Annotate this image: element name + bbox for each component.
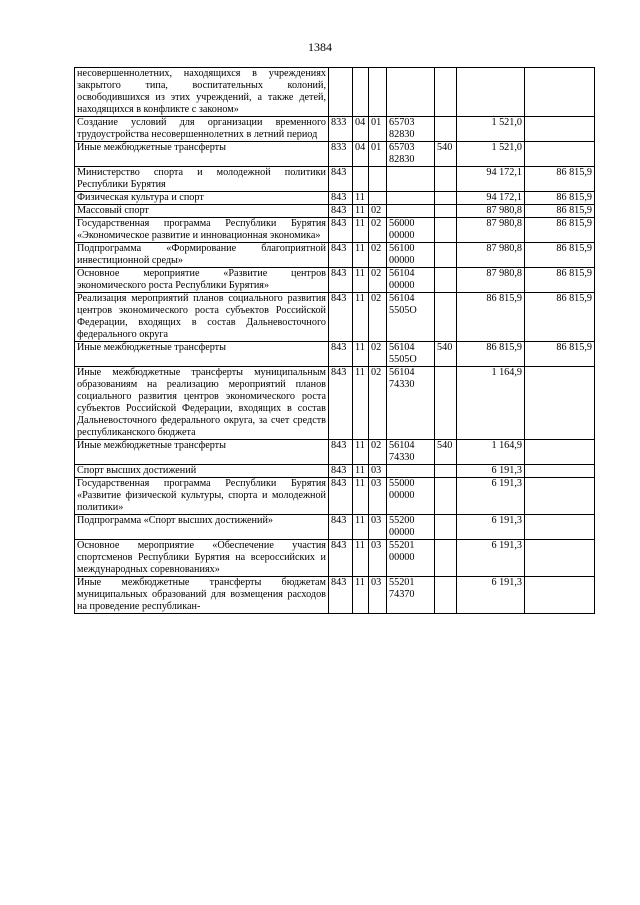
section-code-cell: 11 <box>353 478 369 515</box>
expense-type-cell: 540 <box>435 142 457 167</box>
section-code-cell: 04 <box>353 142 369 167</box>
amount-cell: 87 980,8 <box>457 205 525 218</box>
target-article-cell <box>387 68 435 117</box>
target-article-cell <box>387 142 435 167</box>
row-name-cell: Спорт высших достижений <box>75 465 329 478</box>
amount-cell: 94 172,1 <box>457 192 525 205</box>
ministry-code-cell: 843 <box>329 478 353 515</box>
amount-cell: 87 980,8 <box>457 243 525 268</box>
ministry-code-cell: 833 <box>329 117 353 142</box>
amount-cell: 1 521,0 <box>457 117 525 142</box>
expense-type-cell <box>435 243 457 268</box>
row-name-cell: Иные межбюджетные трансферты <box>75 142 329 167</box>
expense-type-cell <box>435 205 457 218</box>
target-article-cell <box>387 268 435 293</box>
ministry-code-cell: 843 <box>329 192 353 205</box>
target-article-cell <box>387 465 435 478</box>
subsection-code-cell: 03 <box>369 465 387 478</box>
expense-type-cell <box>435 577 457 614</box>
row-name-cell: Реализация мероприятий планов социального развития центров экономического роста субъектов Российской Федерации, входящих в состав Дальневосточного федерального округа <box>75 293 329 342</box>
section-code-cell: 11 <box>353 268 369 293</box>
table-row <box>75 465 595 478</box>
amount-cell: 87 980,8 <box>457 218 525 243</box>
row-name-cell: Физическая культура и спорт <box>75 192 329 205</box>
amount-cell: 6 191,3 <box>457 577 525 614</box>
ministry-code-cell: 833 <box>329 142 353 167</box>
ministry-code-cell: 843 <box>329 205 353 218</box>
row-name-cell: Министерство спорта и молодежной политики Республики Бурятия <box>75 167 329 192</box>
amount-federal-cell: 86 815,9 <box>525 167 595 192</box>
ministry-code-cell: 843 <box>329 293 353 342</box>
section-code-cell: 11 <box>353 243 369 268</box>
subsection-code-cell: 02 <box>369 243 387 268</box>
target-article-text: 5520174370 <box>389 577 415 600</box>
target-article-cell <box>387 440 435 465</box>
ministry-code-cell: 843 <box>329 167 353 192</box>
target-article-text: 5520100000 <box>389 540 415 563</box>
subsection-code-cell: 02 <box>369 218 387 243</box>
amount-cell: 1 164,9 <box>457 367 525 440</box>
target-article-text: 6570382830 <box>389 142 415 165</box>
expense-type-cell <box>435 515 457 540</box>
target-article-cell <box>387 243 435 268</box>
subsection-code-cell: 01 <box>369 117 387 142</box>
subsection-code-cell: 02 <box>369 293 387 342</box>
subsection-code-cell: 02 <box>369 205 387 218</box>
row-name-cell: Государственная программа Республики Бурятия «Экономическое развитие и инновационная экономика» <box>75 218 329 243</box>
table-row <box>75 205 595 218</box>
target-article-cell <box>387 167 435 192</box>
section-code-cell: 11 <box>353 515 369 540</box>
expense-type-cell <box>435 218 457 243</box>
amount-federal-cell: 86 815,9 <box>525 218 595 243</box>
target-article-text: 5610474330 <box>389 367 415 390</box>
target-article-text: 5520000000 <box>389 515 415 538</box>
subsection-code-cell: 03 <box>369 540 387 577</box>
amount-federal-cell <box>525 577 595 614</box>
expense-type-cell <box>435 367 457 440</box>
ministry-code-cell: 843 <box>329 367 353 440</box>
section-code-cell <box>353 167 369 192</box>
amount-cell: 6 191,3 <box>457 478 525 515</box>
expense-type-cell <box>435 540 457 577</box>
expense-type-cell <box>435 478 457 515</box>
subsection-code-cell <box>369 192 387 205</box>
section-code-cell: 11 <box>353 293 369 342</box>
table-row <box>75 192 595 205</box>
table-row <box>75 293 595 342</box>
target-article-text: 561045505О <box>389 342 417 365</box>
table-row <box>75 68 595 117</box>
row-name-cell: Основное мероприятие «Обеспечение участия спортсменов Республики Бурятия на всероссийских и международных соревнованиях» <box>75 540 329 577</box>
amount-federal-cell <box>525 117 595 142</box>
row-name-cell: Государственная программа Республики Бурятия «Развитие физической культуры, спорта и молодежной политики» <box>75 478 329 515</box>
table-row <box>75 367 595 440</box>
amount-cell: 6 191,3 <box>457 540 525 577</box>
ministry-code-cell: 843 <box>329 577 353 614</box>
target-article-cell <box>387 515 435 540</box>
amount-cell: 86 815,9 <box>457 342 525 367</box>
target-article-cell <box>387 478 435 515</box>
target-article-text: 5610400000 <box>389 268 415 291</box>
amount-cell: 1 164,9 <box>457 440 525 465</box>
amount-federal-cell <box>525 367 595 440</box>
amount-cell: 87 980,8 <box>457 268 525 293</box>
row-name-cell: Иные межбюджетные трансферты бюджетам муниципальных образований для возмещения расходов на проведение республикан- <box>75 577 329 614</box>
table-row <box>75 268 595 293</box>
amount-federal-cell <box>525 478 595 515</box>
ministry-code-cell: 843 <box>329 440 353 465</box>
subsection-code-cell: 03 <box>369 515 387 540</box>
ministry-code-cell: 843 <box>329 515 353 540</box>
target-article-text: 5500000000 <box>389 478 415 501</box>
section-code-cell: 11 <box>353 218 369 243</box>
section-code-cell: 11 <box>353 205 369 218</box>
section-code-cell: 11 <box>353 540 369 577</box>
target-article-cell <box>387 577 435 614</box>
expense-type-cell <box>435 68 457 117</box>
subsection-code-cell: 02 <box>369 268 387 293</box>
target-article-text: 6570382830 <box>389 117 415 140</box>
expense-type-cell: 540 <box>435 440 457 465</box>
amount-federal-cell: 86 815,9 <box>525 268 595 293</box>
amount-federal-cell: 86 815,9 <box>525 342 595 367</box>
table-row <box>75 440 595 465</box>
target-article-text: 5610000000 <box>389 243 415 266</box>
target-article-cell <box>387 218 435 243</box>
amount-federal-cell <box>525 68 595 117</box>
expense-type-cell <box>435 293 457 342</box>
subsection-code-cell: 01 <box>369 142 387 167</box>
amount-cell <box>457 68 525 117</box>
row-name-cell: Иные межбюджетные трансферты <box>75 342 329 367</box>
row-name-cell: Подпрограмма «Формирование благоприятной инвестиционной среды» <box>75 243 329 268</box>
subsection-code-cell <box>369 68 387 117</box>
row-name-cell: Иные межбюджетные трансферты муниципальным образованиям на реализацию мероприятий планов социального развития центров экономического роста субъектов Российской Федерации, входящих в состав Дальневосточного федерального округа, за счет средств республиканского бюджета <box>75 367 329 440</box>
target-article-cell <box>387 205 435 218</box>
ministry-code-cell: 843 <box>329 218 353 243</box>
table-row <box>75 478 595 515</box>
amount-federal-cell: 86 815,9 <box>525 205 595 218</box>
table-row <box>75 342 595 367</box>
amount-federal-cell <box>525 142 595 167</box>
row-name-cell: Создание условий для организации временного трудоустройства несовершеннолетних в летний период <box>75 117 329 142</box>
target-article-text: 5610474330 <box>389 440 415 463</box>
table-row <box>75 142 595 167</box>
page-number: 1384 <box>308 40 332 54</box>
amount-cell: 6 191,3 <box>457 515 525 540</box>
subsection-code-cell: 03 <box>369 577 387 614</box>
expense-type-cell <box>435 167 457 192</box>
section-code-cell: 11 <box>353 367 369 440</box>
expense-type-cell <box>435 192 457 205</box>
table-body <box>75 68 595 614</box>
target-article-text: 561045505О <box>389 293 417 316</box>
amount-cell: 86 815,9 <box>457 293 525 342</box>
amount-federal-cell <box>525 540 595 577</box>
row-name-cell: Массовый спорт <box>75 205 329 218</box>
row-name-cell: Иные межбюджетные трансферты <box>75 440 329 465</box>
target-article-cell <box>387 342 435 367</box>
table-row <box>75 243 595 268</box>
target-article-cell <box>387 367 435 440</box>
section-code-cell: 11 <box>353 342 369 367</box>
ministry-code-cell: 843 <box>329 342 353 367</box>
section-code-cell <box>353 68 369 117</box>
amount-federal-cell: 86 815,9 <box>525 293 595 342</box>
subsection-code-cell: 02 <box>369 342 387 367</box>
section-code-cell: 04 <box>353 117 369 142</box>
target-article-cell <box>387 540 435 577</box>
subsection-code-cell: 02 <box>369 440 387 465</box>
expense-type-cell: 540 <box>435 342 457 367</box>
amount-federal-cell: 86 815,9 <box>525 192 595 205</box>
table-row <box>75 515 595 540</box>
amount-cell: 94 172,1 <box>457 167 525 192</box>
amount-federal-cell <box>525 440 595 465</box>
expense-type-cell <box>435 268 457 293</box>
ministry-code-cell: 843 <box>329 465 353 478</box>
subsection-code-cell: 02 <box>369 367 387 440</box>
expense-type-cell <box>435 117 457 142</box>
amount-cell: 1 521,0 <box>457 142 525 167</box>
row-name-cell: Подпрограмма «Спорт высших достижений» <box>75 515 329 540</box>
target-article-text: 5600000000 <box>389 218 415 241</box>
ministry-code-cell: 843 <box>329 540 353 577</box>
amount-federal-cell <box>525 515 595 540</box>
row-name-cell: Основное мероприятие «Развитие центров экономического роста Республики Бурятия» <box>75 268 329 293</box>
ministry-code-cell <box>329 68 353 117</box>
target-article-cell <box>387 192 435 205</box>
target-article-cell <box>387 293 435 342</box>
table-row <box>75 167 595 192</box>
ministry-code-cell: 843 <box>329 243 353 268</box>
target-article-cell <box>387 117 435 142</box>
section-code-cell: 11 <box>353 465 369 478</box>
amount-federal-cell <box>525 465 595 478</box>
subsection-code-cell: 03 <box>369 478 387 515</box>
amount-cell: 6 191,3 <box>457 465 525 478</box>
table-row <box>75 577 595 614</box>
expense-type-cell <box>435 465 457 478</box>
row-name-cell: несовершеннолетних, находящихся в учреждениях закрытого типа, воспитательных колоний, освободившихся из этих учреждений, а также детей, находящихся в конфликте с законом» <box>75 68 329 117</box>
subsection-code-cell <box>369 167 387 192</box>
ministry-code-cell: 843 <box>329 268 353 293</box>
amount-federal-cell: 86 815,9 <box>525 243 595 268</box>
table-row <box>75 218 595 243</box>
table-row <box>75 540 595 577</box>
table-row <box>75 117 595 142</box>
budget-table <box>74 67 595 614</box>
section-code-cell: 11 <box>353 192 369 205</box>
section-code-cell: 11 <box>353 577 369 614</box>
section-code-cell: 11 <box>353 440 369 465</box>
